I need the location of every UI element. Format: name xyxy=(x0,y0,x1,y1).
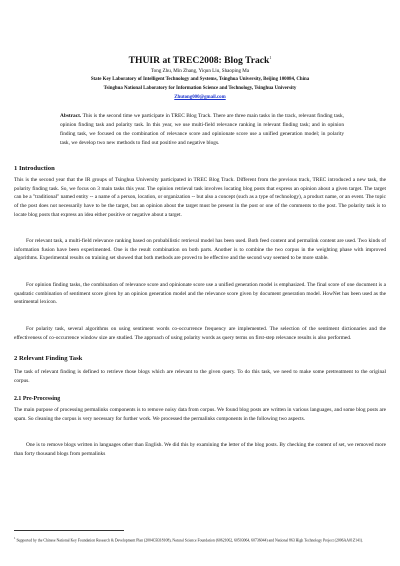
footnote xyxy=(14,535,386,545)
section-2-1-heading: 2.1 Pre-Processing xyxy=(14,396,61,402)
paper-title-text: THUIR at TREC2008: Blog Track xyxy=(128,55,270,67)
footnote-text: Supported by the Chinese National Key Foundation Research & Development Plan (2004CB318108), Natural Science Foundation (60621062, 60503064, 60736044) and National 863 High Technology Project (2006AA01Z141). xyxy=(15,538,364,543)
section-2-1-paragraph-2: One is to remove blogs written in languages other than English. We did this by examining the letter of the blog posts. By checking the content of set, we removed more than forty thousand blogs from permalinks xyxy=(14,442,386,457)
title-footnote-marker: 1 xyxy=(269,55,272,60)
section-1-paragraph-2: For relevant task, a multi-field relevance ranking based on probabilistic retrieval model has been used. Both feed content and permalink content are used. Two kinds of information fusion have been experimented. One is the result combination on both parts. Another is to combine the two corpus in the weighting phase with improved algorithms. Experimental results on training set showed that both methods are proved to be effective and the second way seemed to be more stable. xyxy=(14,238,386,262)
abstract xyxy=(60,112,344,148)
section-1-paragraph-4: For polarity task, several algorithms on using sentiment words co-occurrence frequency are implemented. The selection of the sentiment dictionaries and the effectiveness of co-occurrence window size are studied. The approach of using polarity words as query terms on first-step relevance results is also performed. xyxy=(14,326,386,341)
section-1-paragraph-3: For opinion finding tasks, the combination of relevance score and opinionate score use a unified generation model is emphasized. The final score of one document is a quadratic combination of sentiment score given by an opinion generation model and the relevance score given by document generation model. HowNet has been used as the sentimental lexicon. xyxy=(14,282,386,306)
abstract-text: This is the second time we participate in TREC Blog Track. There are three main tasks in the track, relevant finding task, opinion finding task and polarity task. In this year, we use multi-field relevance ranking in relevant finding task; and in opinion finding task, we focused on the combination of relevance score and opinionate score use a unified generation model; in polarity task, we develop two new methods to find out positive and negative blogs. xyxy=(60,113,344,146)
author-list: Tong Zhu, Min Zhang, Yiqun Liu, Shaoping Ma xyxy=(150,68,250,74)
section-1-heading: 1 Introduction xyxy=(14,165,55,172)
section-2-intro: The task of relevant finding is defined to retrieve those blogs which are relevant to the given query. To do this task, we need to make some pretreatment to the original corpus. xyxy=(14,369,386,384)
section-1-paragraph-1: This is the second year that the IR groups of Tsinghua University participated in TREC Blog Track. Different from the previous track, TREC introduced a new task, the polarity finding task. So, we focus on 3 main tasks this year. The opinion retrieval task involves locating blog posts that express an opinion about a given target. The target can be a "traditional" named entity -- a name of a person, location, or organization -- but also a concept (such as a type of technology), a product name, or an event. The topic of the post does not necessarily have to be the target, but an opinion about the target must be present in the post or one of the comments to the post. The polarity task is to locate blog posts that express an idea either positive or negative about a target. xyxy=(14,177,386,218)
footnote-divider xyxy=(14,530,124,531)
paper-title xyxy=(0,52,400,67)
footnote-marker: 1 xyxy=(14,536,16,540)
affiliation-2: Tsinghua National Laboratory for Information Science and Technology, Tsinghua University xyxy=(103,86,297,91)
abstract-label: Abstract. xyxy=(60,113,82,119)
contact-email-link[interactable]: Zhutong000@gmail.com xyxy=(174,95,226,100)
affiliation-1: State Key Laboratory of Intelligent Technology and Systems, Tsinghua University, Beijing 100084, China xyxy=(90,77,310,82)
section-2-1-paragraph-1: The main purpose of processing permalinks components is to remove noisy data from corpus. We found blog posts are written in various languages, and some blog posts are spam. So cleaning the corpus is very necessary for further work. We processed the permalinks components in the following two aspects. xyxy=(14,407,386,422)
section-2-heading: 2 Relevant Finding Task xyxy=(14,355,83,362)
